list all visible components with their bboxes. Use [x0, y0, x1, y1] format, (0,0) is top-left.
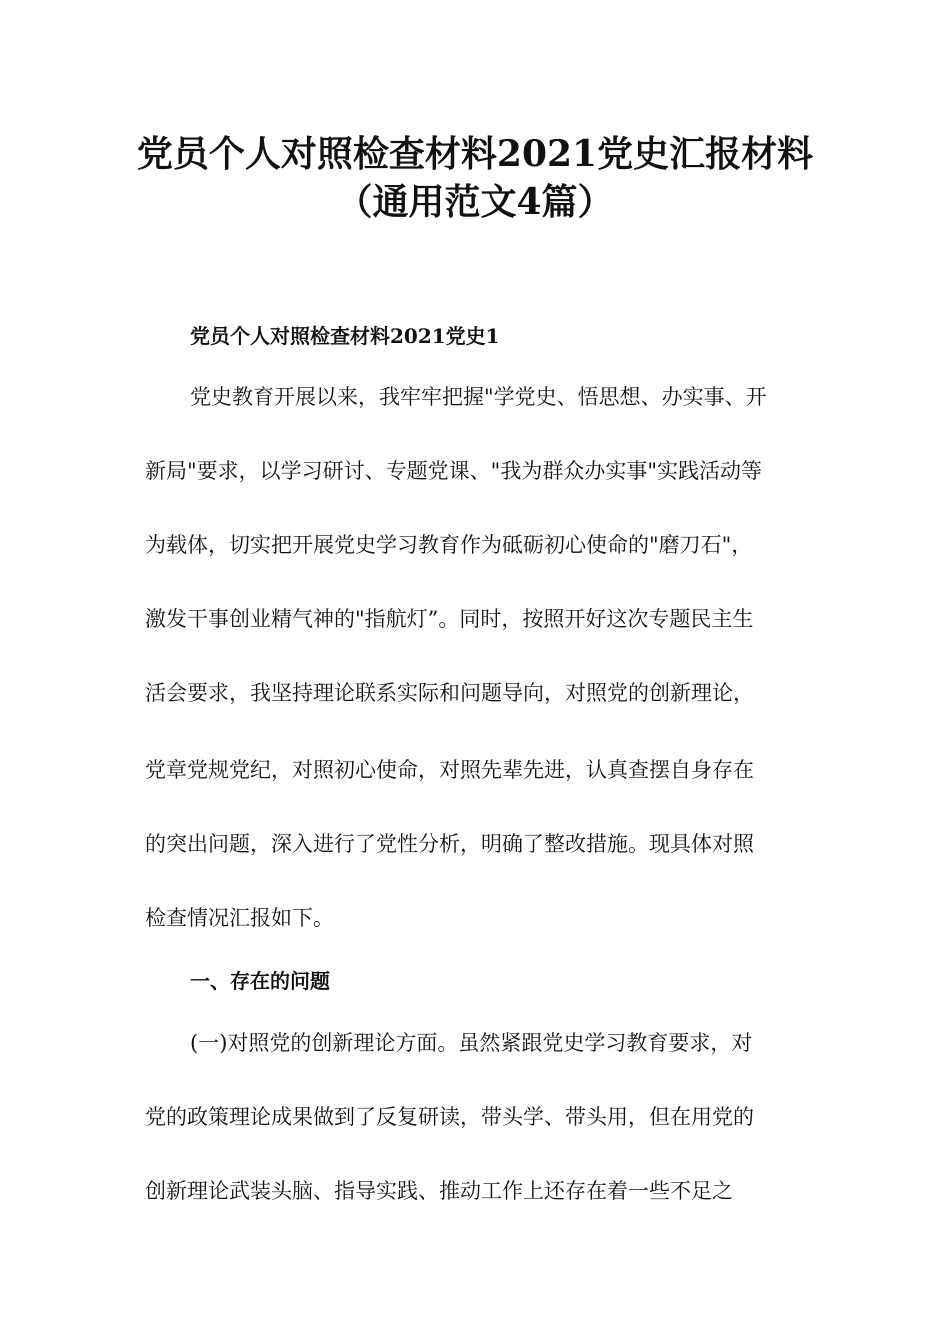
paragraph-1-line: 党章党规党纪，对照初心使命，对照先辈先进，认真查摆自身存在 — [145, 758, 754, 782]
paragraph-1-line: 新局"要求，以学习研讨、专题党课、"我为群众办实事"实践活动等 — [145, 459, 762, 483]
paragraph-2-line: (一)对照党的创新理论方面。虽然紧跟党史学习教育要求，对 — [190, 1031, 753, 1055]
paragraph-1-line: 检查情况汇报如下。 — [145, 906, 334, 930]
subheading-existing-problems: 一、存在的问题 — [190, 969, 330, 993]
paragraph-1-line: 党史教育开展以来，我牢牢把握"学党史、悟思想、办实事、开 — [190, 385, 767, 409]
paragraph-1-line: 为载体，切实把开展党史学习教育作为砥砺初心使命的"磨刀石"， — [145, 533, 753, 557]
paragraph-1-line: 的突出问题，深入进行了党性分析，明确了整改措施。现具体对照 — [145, 832, 754, 856]
document-title-line-2: （通用范文4篇） — [336, 181, 614, 223]
paragraph-2-line: 党的政策理论成果做到了反复研读，带头学、带头用，但在用党的 — [145, 1105, 754, 1129]
paragraph-1-line: 激发干事创业精气神的"指航灯”。同时，按照开好这次专题民主生 — [145, 607, 754, 631]
section-heading: 党员个人对照检查材料2021党史1 — [190, 324, 500, 348]
document-title-line-1: 党员个人对照检查材料2021党史汇报材料 — [136, 133, 814, 175]
paragraph-1-line: 活会要求，我坚持理论联系实际和问题导向，对照党的创新理论， — [145, 681, 754, 705]
paragraph-2-line: 创新理论武装头脑、指导实践、推动工作上还存在着一些不足之 — [145, 1179, 733, 1203]
